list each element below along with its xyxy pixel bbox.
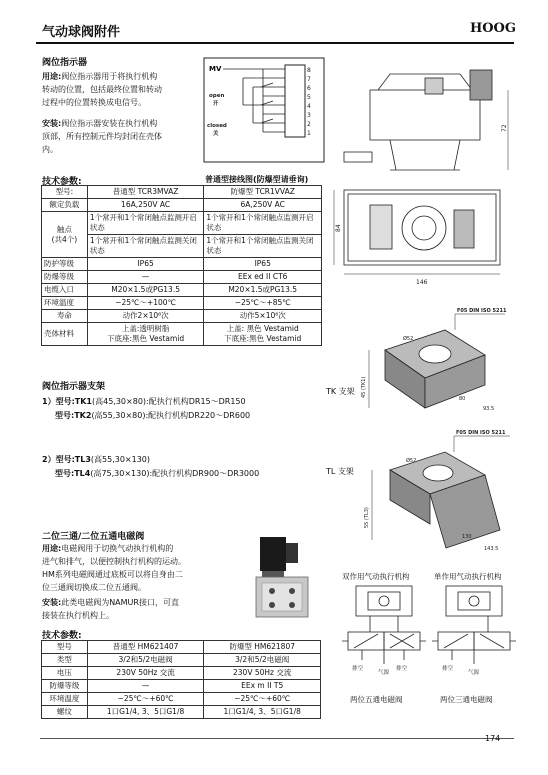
table-header-cell: 防爆型 HM621807: [204, 641, 321, 654]
table-cell: −25℃～+85℃: [204, 297, 322, 310]
dim-width: 146: [416, 279, 428, 286]
bracket-prefix: 2）型号:: [42, 455, 75, 464]
table-cell: −25℃～+60℃: [87, 693, 204, 706]
bracket-prefix: 型号:: [55, 411, 75, 420]
table-row: [42, 667, 321, 680]
indicator-dimension-drawing: [330, 60, 515, 290]
indicator-install: [42, 117, 192, 156]
table-row: [42, 693, 321, 706]
footer-rule: [40, 738, 514, 739]
table-row: [42, 284, 322, 297]
table-cell: 电缆入口: [42, 284, 88, 297]
table-row: [42, 680, 321, 693]
wiring-closed-cn: 关: [213, 131, 219, 137]
table-cell: 230V 50Hz 交流: [204, 667, 321, 680]
table-row: [42, 310, 322, 323]
table-cell: 触点 (共4个): [42, 212, 88, 258]
table-header-row: [42, 641, 321, 654]
table-row: [42, 297, 322, 310]
dim-depth: 84: [335, 224, 342, 232]
table-cell: −25℃～+100℃: [87, 297, 204, 310]
tl-dim-w1: 130: [462, 534, 472, 540]
install-line-2: 接装在执行机构上。: [42, 611, 114, 620]
tk-bracket-label: TK 支架: [326, 387, 355, 396]
bracket-item-tl4: [55, 468, 259, 479]
port-exhaust-right: 排空: [396, 666, 408, 672]
indicator-usage: [42, 70, 192, 109]
tl-dim-diameter: Ø52: [406, 458, 417, 464]
table-cell: 3/2和5/2电磁阀: [87, 654, 204, 667]
diagram-single-title: 单作用气动执行机构: [434, 572, 502, 581]
table-cell: 防爆等级: [42, 271, 88, 284]
table-cell: 16A,250V AC: [87, 199, 204, 212]
bracket-spec: (高55,30×130): [90, 455, 151, 464]
table-cell: —: [87, 271, 204, 284]
terminal-7: 7: [307, 76, 311, 83]
bracket-item-tl3: [42, 454, 150, 465]
install-line-2: 顶部，所有控制元件均封闭在壳体: [42, 132, 162, 141]
bracket-item-tk2: [55, 410, 250, 421]
bracket-item-tk1: [42, 396, 246, 407]
five-way-schematic: [340, 582, 428, 692]
table-cell: 上盖: 黑色 Vestamid 下底座:黑色 Vestamid: [204, 323, 322, 346]
table-cell: 上盖:透明树脂 下底座:黑色 Vestamid: [87, 323, 204, 346]
table-cell: 动作2×10⁶次: [87, 310, 204, 323]
port-exhaust-left: 排空: [352, 666, 364, 672]
table-cell: 230V 50Hz 交流: [87, 667, 204, 680]
table-cell: −25℃～+60℃: [204, 693, 321, 706]
table-row: [42, 212, 322, 235]
indicator-spec-table: [41, 185, 322, 346]
table-row: [42, 706, 321, 719]
table-cell: EEx m II T5: [204, 680, 321, 693]
wiring-mv-label: MV: [209, 65, 222, 73]
bracket-spec: (高55,30×80):配执行机构DR220～DR600: [91, 411, 251, 420]
solenoid-spec-table: [41, 640, 321, 719]
wiring-open-label: open: [209, 93, 225, 99]
table-cell: 壳体材料: [42, 323, 88, 346]
usage-line-4: 位三通阀切换成二位五通阀。: [42, 583, 146, 592]
usage-label: 用途:: [42, 72, 62, 81]
table-cell: 额定负载: [42, 199, 88, 212]
install-line-1: 阀位指示器安装在执行机构: [61, 119, 158, 128]
solenoid-valve-photo: [252, 533, 320, 625]
table-cell: 1个常开和1个常闭触点监测关闭状态: [87, 235, 204, 258]
bracket-spec: (高45,30×80):配执行机构DR15～DR150: [92, 397, 246, 406]
table-cell: 1个常开和1个常闭触点监测开启状态: [87, 212, 204, 235]
table-cell: 防护等级: [42, 258, 88, 271]
table-cell: M20×1.5或PG13.5: [87, 284, 204, 297]
header-title: 气动球阀附件: [42, 25, 121, 40]
tk-dim-w1: 80: [459, 396, 466, 402]
bracket-model: TK1: [74, 397, 92, 406]
tl-dim-height: 55 (TL3): [364, 507, 370, 528]
port-source: 气源: [378, 670, 390, 676]
install-label: 安装:: [42, 598, 62, 607]
install-label: 安装:: [42, 119, 62, 128]
terminal-3: 3: [307, 112, 311, 119]
table-row: [42, 323, 322, 346]
caption-three-way: 两位三通电磁阀: [440, 695, 493, 704]
bracket-prefix: 1）型号:: [42, 397, 75, 406]
dim-height: 72: [501, 124, 508, 132]
port-source: 气源: [468, 670, 480, 676]
wiring-open-cn: 开: [213, 101, 219, 107]
tl-bracket-label: TL 支架: [326, 467, 354, 476]
bracket-section-title: 阀位指示器支架: [42, 382, 106, 392]
tech-title-2: 技术参数:: [42, 631, 82, 641]
table-cell: 6A,250V AC: [204, 199, 322, 212]
indicator-section-title: 阀位指示器: [42, 58, 88, 68]
page-number: 174: [485, 734, 501, 743]
usage-line-3: 过程中的位置转换成电信号。: [42, 98, 146, 107]
terminal-8: 8: [307, 67, 311, 74]
terminal-5: 5: [307, 94, 311, 101]
table-header-cell: 普通型 HM621407: [87, 641, 204, 654]
table-cell: 3/2和5/2电磁阀: [204, 654, 321, 667]
table-cell: 1个常开和1个常闭触点监测开启状态: [204, 212, 322, 235]
terminal-2: 2: [307, 121, 311, 128]
table-cell: 环境温度: [42, 693, 88, 706]
solenoid-section-title: 二位三通/二位五通电磁阀: [42, 532, 145, 542]
bracket-spec: (高75,30×130):配执行机构DR900～DR3000: [90, 469, 260, 478]
table-cell: EEx ed II CT6: [204, 271, 322, 284]
table-row: [42, 199, 322, 212]
table-cell: 防爆等级: [42, 680, 88, 693]
solenoid-usage: [42, 542, 247, 594]
table-cell: 1口G1/4, 3、5口G1/8: [204, 706, 321, 719]
table-cell: 1个常开和1个常闭触点监测关闭状态: [204, 235, 322, 258]
tk-dim-w2: 93.5: [483, 406, 495, 412]
table-cell: IP65: [204, 258, 322, 271]
table-cell: M20×1.5或PG13.5: [204, 284, 322, 297]
tl-f05-label: F05 DIN ISO 5211: [456, 430, 506, 436]
table-row: [42, 654, 321, 667]
diagram-double-title: 双作用气动执行机构: [342, 572, 410, 581]
usage-line-1: 阀位指示器用于将执行机构: [61, 72, 158, 81]
wiring-closed-label: closed: [207, 123, 227, 129]
table-cell: IP65: [87, 258, 204, 271]
solenoid-install: [42, 596, 247, 622]
table-cell: 动作5×10⁶次: [204, 310, 322, 323]
table-cell: 寿命: [42, 310, 88, 323]
tech-title-1: 技术参数:: [42, 177, 82, 187]
header-brand: HOOG: [469, 21, 516, 36]
terminal-4: 4: [307, 103, 311, 110]
table-header-cell: 型号: [42, 641, 88, 654]
table-cell: —: [87, 680, 204, 693]
table-row: [42, 258, 322, 271]
usage-line-2: 转动的位置，包括最终位置和转动: [42, 85, 162, 94]
table-header-cell: 防爆型 TCR1VVAZ: [204, 186, 322, 199]
wiring-diagram: [203, 57, 325, 163]
table-row: [42, 271, 322, 284]
tk-dim-diameter: Ø52: [403, 336, 414, 342]
wiring-caption: 普通型接线图(防爆型请垂询): [205, 175, 309, 184]
table-cell: 环境温度: [42, 297, 88, 310]
table-header-row: [42, 186, 322, 199]
bracket-model: TL3: [74, 455, 91, 464]
table-header-cell: 型号:: [42, 186, 88, 199]
tl-bracket-drawing: [350, 420, 515, 555]
three-way-schematic: [430, 582, 518, 692]
table-cell: 电压: [42, 667, 88, 680]
usage-line-3: HM系列电磁阀通过底板可以将自身由二: [42, 570, 183, 579]
table-cell: 螺纹: [42, 706, 88, 719]
bracket-prefix: 型号:: [55, 469, 75, 478]
tl-dim-w2: 143.5: [484, 546, 499, 552]
usage-line-2: 进气和排气，以便控制执行机构的运动。: [42, 557, 186, 566]
bracket-model: TK2: [74, 411, 92, 420]
terminal-1: 1: [307, 130, 311, 137]
tk-dim-height: 45 (TK1): [361, 376, 367, 398]
usage-line-1: 电磁阀用于切换气动执行机构的: [61, 544, 174, 553]
terminal-block: [285, 65, 305, 137]
caption-five-way: 两位五通电磁阀: [350, 695, 403, 704]
install-line-1: 此类电磁阀为NAMUR接口，可直: [61, 598, 179, 607]
usage-label: 用途:: [42, 544, 62, 553]
port-exhaust: 排空: [442, 666, 454, 672]
header-rule: [36, 42, 514, 44]
table-header-cell: 普通型 TCR3MVAZ: [87, 186, 204, 199]
terminal-6: 6: [307, 85, 311, 92]
tk-f05-label: F05 DIN ISO 5211: [457, 308, 507, 314]
install-line-3: 内。: [42, 145, 58, 154]
tk-bracket-drawing: [355, 300, 515, 418]
table-cell: 类型: [42, 654, 88, 667]
bracket-model: TL4: [74, 469, 91, 478]
table-cell: 1口G1/4, 3、5口G1/8: [87, 706, 204, 719]
